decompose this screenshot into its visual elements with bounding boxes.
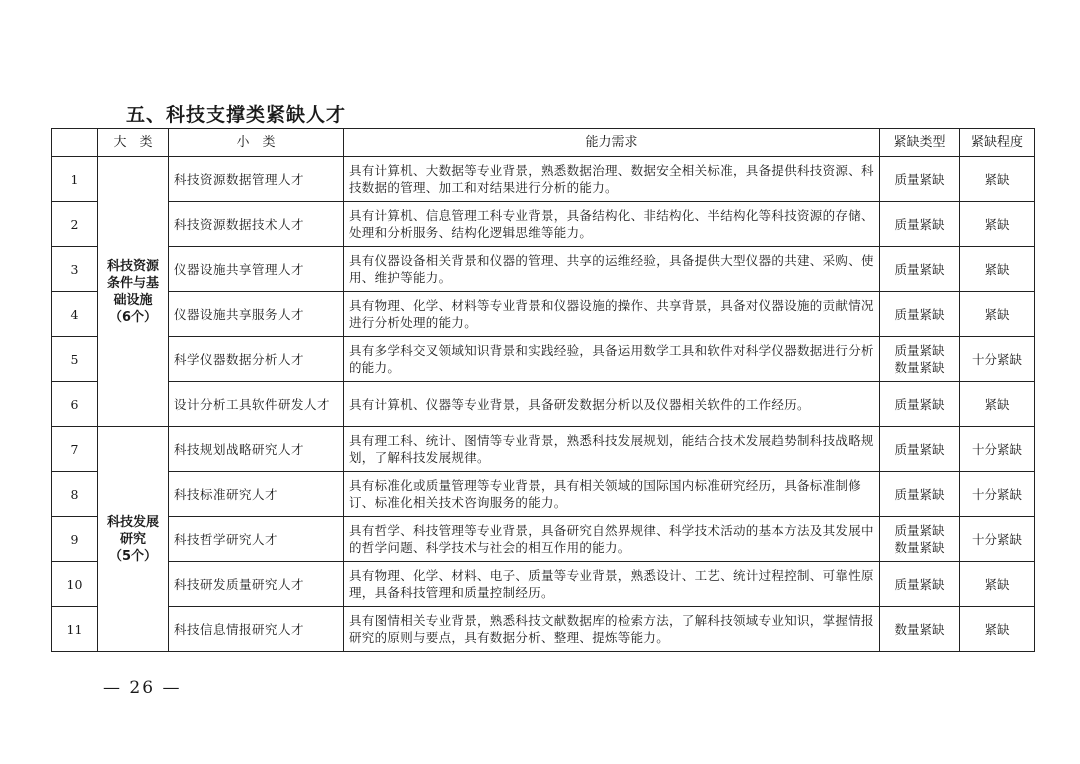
header-num [52, 129, 98, 157]
row-ability: 具有物理、化学、材料、电子、质量等专业背景，熟悉设计、工艺、统计过程控制、可靠性原理，具备科技管理和质量控制经历。 [344, 562, 880, 607]
row-ability: 具有多学科交叉领域知识背景和实践经验，具备运用数学工具和软件对科学仪器数据进行分析的能力。 [344, 337, 880, 382]
type-line: 质量紧缺 [894, 171, 945, 187]
row-minor: 科技研发质量研究人才 [169, 562, 344, 607]
row-minor: 仪器设施共享服务人才 [169, 292, 344, 337]
row-ability: 具有计算机、信息管理工科专业背景，具备结构化、非结构化、半结构化等科技资源的存储、处理和分析服务、结构化逻辑思维等能力。 [344, 202, 880, 247]
table-row [52, 337, 1035, 382]
row-num: 1 [52, 157, 98, 202]
row-minor: 科技信息情报研究人才 [169, 607, 344, 652]
header-minor: 小 类 [169, 129, 344, 157]
group-label-line: 条件与基 [106, 275, 159, 291]
row-degree: 十分紧缺 [960, 337, 1035, 382]
group-label-line: 科技资源 [106, 258, 159, 274]
type-line: 数量紧缺 [894, 360, 945, 375]
row-num: 9 [52, 517, 98, 562]
header-ability: 能力需求 [344, 129, 880, 157]
row-ability: 具有计算机、仪器等专业背景，具备研发数据分析以及仪器相关软件的工作经历。 [344, 382, 880, 427]
table-row [52, 607, 1035, 652]
row-type [880, 247, 960, 292]
row-num: 7 [52, 427, 98, 472]
group-label-line: （5个） [108, 548, 158, 564]
row-type [880, 292, 960, 337]
row-num: 8 [52, 472, 98, 517]
row-minor: 科学仪器数据分析人才 [169, 337, 344, 382]
row-degree: 紧缺 [960, 607, 1035, 652]
header-degree: 紧缺程度 [960, 129, 1035, 157]
header-type: 紧缺类型 [880, 129, 960, 157]
row-type [880, 427, 960, 472]
table-row [52, 157, 1035, 202]
row-num: 2 [52, 202, 98, 247]
row-minor: 科技哲学研究人才 [169, 517, 344, 562]
row-degree: 十分紧缺 [960, 517, 1035, 562]
type-line: 质量紧缺 [894, 343, 945, 358]
table-row [52, 247, 1035, 292]
row-num: 6 [52, 382, 98, 427]
type-line: 质量紧缺 [894, 216, 945, 232]
row-type [880, 517, 960, 562]
type-line: 数量紧缺 [894, 621, 945, 637]
type-line: 质量紧缺 [894, 441, 945, 457]
row-minor: 仪器设施共享管理人才 [169, 247, 344, 292]
row-ability: 具有理工科、统计、图情等专业背景，熟悉科技发展规划，能结合技术发展趋势制科技战略规划，了解科技发展规律。 [344, 427, 880, 472]
row-type [880, 382, 960, 427]
row-ability: 具有仪器设备相关背景和仪器的管理、共享的运维经验，具备提供大型仪器的共建、采购、使用、维护等能力。 [344, 247, 880, 292]
row-ability: 具有图情相关专业背景，熟悉科技文献数据库的检索方法，了解科技领域专业知识，掌握情报研究的原则与要点，具有数据分析、整理、提炼等能力。 [344, 607, 880, 652]
table-row [52, 292, 1035, 337]
row-ability: 具有物理、化学、材料等专业背景和仪器设施的操作、共享背景，具备对仪器设施的贡献情况进行分析处理的能力。 [344, 292, 880, 337]
table-row [52, 427, 1035, 472]
type-line: 质量紧缺 [894, 306, 945, 322]
row-degree: 十分紧缺 [960, 427, 1035, 472]
group-label-line: 础设施 [113, 292, 153, 308]
row-ability: 具有哲学、科技管理等专业背景，具备研究自然界规律、科学技术活动的基本方法及其发展中的哲学问题、科学技术与社会的相互作用的能力。 [344, 517, 880, 562]
row-minor: 科技规划战略研究人才 [169, 427, 344, 472]
table-row [52, 472, 1035, 517]
type-line: 质量紧缺 [894, 396, 945, 412]
type-line: 数量紧缺 [894, 540, 945, 555]
row-minor: 科技标准研究人才 [169, 472, 344, 517]
row-num: 3 [52, 247, 98, 292]
row-num: 4 [52, 292, 98, 337]
table-row [52, 382, 1035, 427]
row-type [880, 562, 960, 607]
group-label [98, 157, 169, 427]
table-row [52, 562, 1035, 607]
type-line: 质量紧缺 [894, 576, 945, 592]
type-line: 质量紧缺 [894, 261, 945, 277]
row-degree: 紧缺 [960, 562, 1035, 607]
section-title: 五、科技支撑类紧缺人才 [126, 104, 347, 126]
table-row [52, 517, 1035, 562]
row-degree: 紧缺 [960, 247, 1035, 292]
type-line: 质量紧缺 [894, 523, 945, 538]
row-minor: 设计分析工具软件研发人才 [169, 382, 344, 427]
group-label-line: 研究 [119, 531, 146, 547]
row-degree: 紧缺 [960, 157, 1035, 202]
row-minor: 科技资源数据技术人才 [169, 202, 344, 247]
group-label-line: 科技发展 [106, 514, 159, 530]
row-type [880, 202, 960, 247]
group-label [98, 427, 169, 652]
row-degree: 紧缺 [960, 382, 1035, 427]
row-degree: 紧缺 [960, 202, 1035, 247]
row-type [880, 337, 960, 382]
table-row [52, 202, 1035, 247]
row-degree: 紧缺 [960, 292, 1035, 337]
row-num: 5 [52, 337, 98, 382]
row-degree: 十分紧缺 [960, 472, 1035, 517]
row-minor: 科技资源数据管理人才 [169, 157, 344, 202]
group-label-line: （6个） [108, 309, 158, 325]
table-header-row [52, 129, 1035, 157]
row-type [880, 157, 960, 202]
header-major: 大 类 [98, 129, 169, 157]
row-type [880, 607, 960, 652]
row-num: 11 [52, 607, 98, 652]
page-number: — 26 — [103, 678, 182, 698]
row-type [880, 472, 960, 517]
row-ability: 具有计算机、大数据等专业背景，熟悉数据治理、数据安全相关标准，具备提供科技资源、科技数据的管理、加工和对结果进行分析的能力。 [344, 157, 880, 202]
row-num: 10 [52, 562, 98, 607]
row-ability: 具有标准化或质量管理等专业背景，具有相关领域的国际国内标准研究经历，具备标准制修订、标准化相关技术咨询服务的能力。 [344, 472, 880, 517]
type-line: 质量紧缺 [894, 486, 945, 502]
talent-table [51, 128, 1035, 652]
